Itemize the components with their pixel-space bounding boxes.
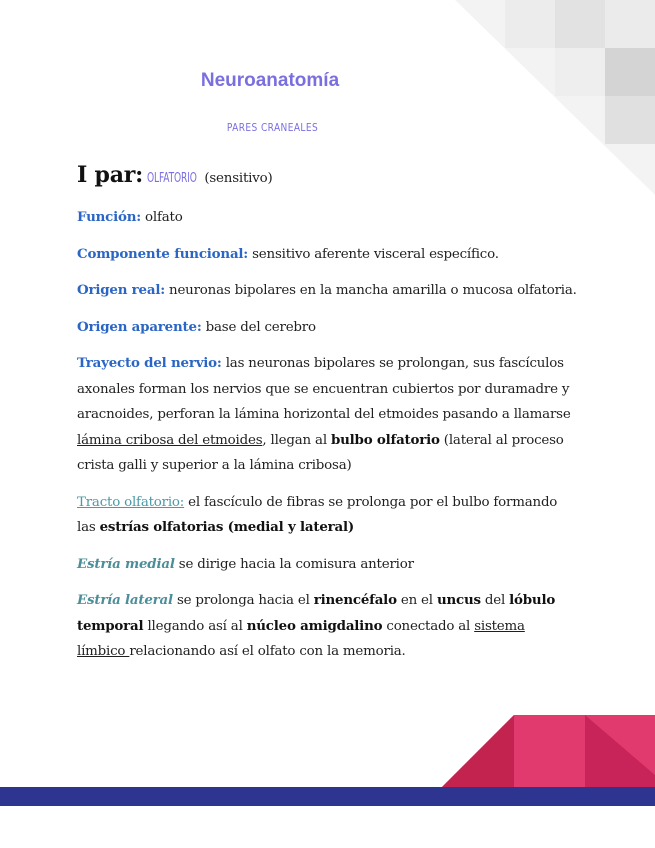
field-text: del [480,593,510,608]
field-text: conectado al [382,618,475,634]
field-text: el fascículo de fibras se prolonga por el bulbo formando las [77,494,558,535]
bold-term: lóbulo temporal [77,592,556,634]
field-label: Estría lateral [77,592,173,608]
par-number: I par: [77,162,144,188]
bold-term: uncus [436,592,481,608]
field-text: en el [396,593,437,608]
field-trayecto [77,351,577,479]
bottom-decoration [0,715,655,848]
bold-term: núcleo amigdalino [246,617,383,634]
field-text: se dirige hacia la comisura anterior [174,556,414,572]
field-text: , llegan al [262,432,331,448]
nerve-type: (sensitivo) [204,171,273,186]
field-label: Tracto olfatorio: [77,494,185,510]
field-text: llegando así al [143,618,247,634]
field-label: Origen aparente: [77,318,202,335]
field-label: Componente funcional: [77,245,249,262]
bold-term: bulbo olfatorio [330,431,440,448]
field-label: Función: [77,209,141,225]
field-label: Trayecto del nervio: [77,355,222,371]
field-tracto [77,490,577,541]
field-text: se prolonga hacia el [172,593,314,608]
field-origen-real [77,278,577,304]
field-text: sensitivo aferente visceral específico. [248,246,499,262]
field-componente [77,242,577,268]
field-text: (lateral al proceso crista galli y superior a la lámina cribosa) [77,432,564,473]
underlined-term: sistema límbico [77,618,525,659]
bold-term: estrías olfatorias (medial y lateral) [99,519,355,535]
field-text: relacionando así el olfato con la memoria. [129,644,406,659]
page-title: Neuroanatomía [200,70,340,91]
field-text: olfato [141,210,183,225]
document-body [77,160,577,676]
field-text: neuronas bipolares en la mancha amarilla o mucosa olfatoria. [164,283,577,298]
field-estria-lateral [77,588,577,665]
page-subtitle: PARES CRANEALES [226,121,319,134]
field-origen-aparente [77,315,577,341]
nerve-name: OLFATORIO [147,171,197,186]
field-estria-medial [77,552,577,578]
field-text: las neuronas bipolares se prolongan, sus fascículos axonales forman los nervios que se encuentran cubiertos por duramadre y aracnoides, perforan la lámina horizontal del etmoides pasando a llamarse [77,356,571,422]
field-funcion [77,205,577,231]
bold-term: rinencéfalo [313,592,397,608]
field-label: Estría medial [77,555,175,572]
field-label: Origen real: [77,282,165,298]
underlined-term: lámina cribosa del etmoides [77,432,263,448]
field-text: base del cerebro [201,319,316,335]
section-heading [77,160,577,194]
